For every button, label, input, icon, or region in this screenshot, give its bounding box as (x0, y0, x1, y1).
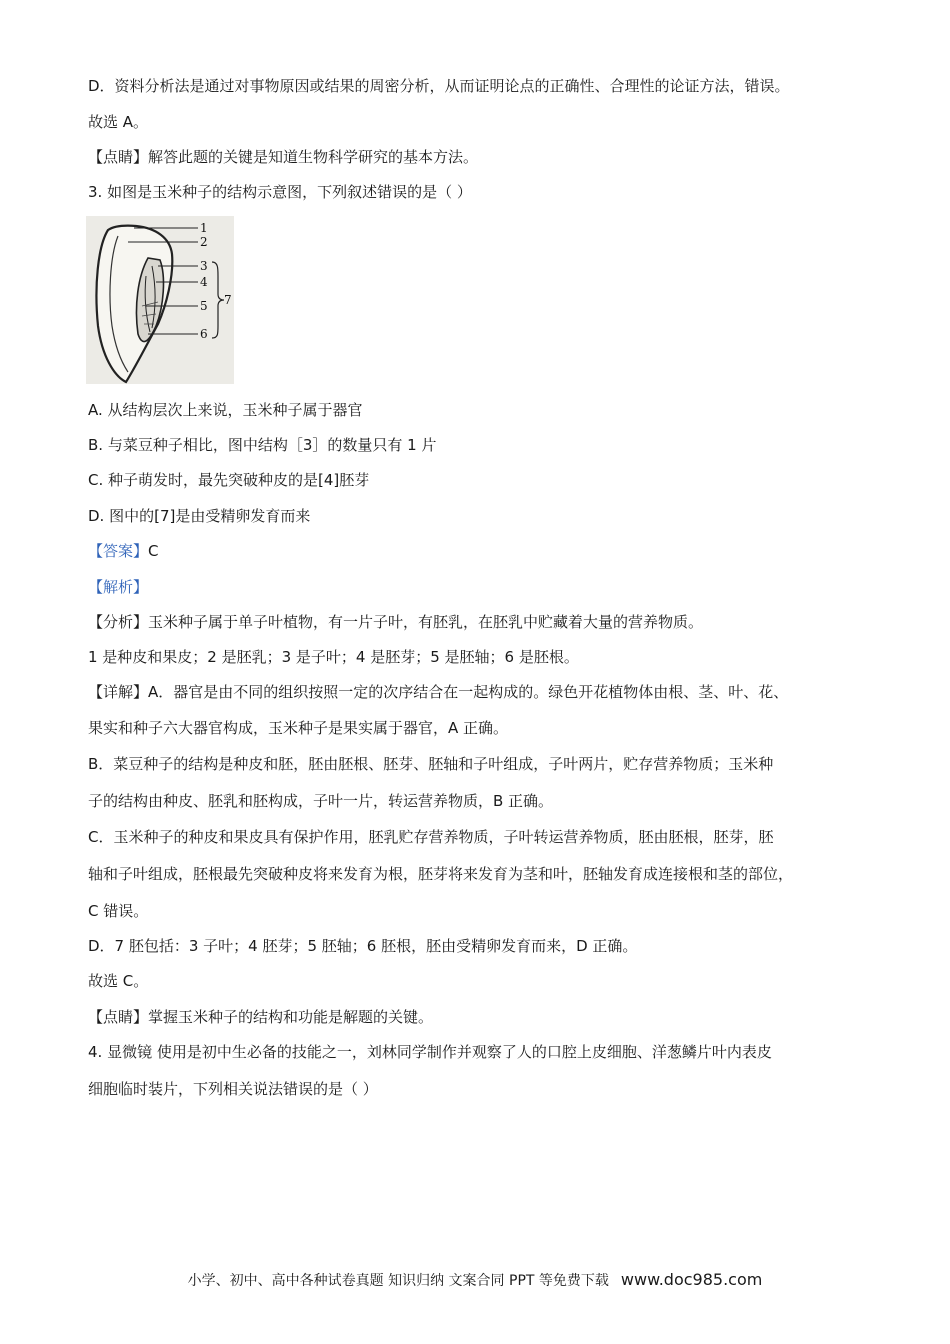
footer-text: 小学、初中、高中各种试卷真题 知识归纳 文案合同 PPT 等免费下载 (187, 1273, 609, 1289)
label-1: 1 (200, 221, 208, 235)
text-line: C．玉米种子的种皮和果皮具有保护作用，胚乳贮存营养物质，子叶转运营养物质，胚由胚根，胚芽，胚 (88, 828, 774, 846)
label-7: 7 (224, 293, 232, 307)
question-4-stem: 4. 显微镜 使用是初中生必备的技能之一，刘林同学制作并观察了人的口腔上皮细胞、洋葱鳞片叶内表皮 (88, 1043, 772, 1061)
option-a: A. 从结构层次上来说，玉米种子属于器官 (88, 401, 363, 419)
label-3: 3 (200, 259, 208, 273)
label-4: 4 (200, 275, 208, 289)
text-line: 故选 C。 (88, 972, 149, 990)
text-line: C 错误。 (88, 902, 149, 920)
text-line: 果实和种子六大器官构成，玉米种子是果实属于器官，A 正确。 (88, 719, 509, 737)
answer-tag: 【答案】 (88, 542, 149, 560)
label-5: 5 (200, 299, 208, 313)
option-d: D. 图中的[7]是由受精卵发育而来 (88, 507, 311, 525)
text-line: D．资料分析法是通过对事物原因或结果的周密分析，从而证明论点的正确性、合理性的论证方法，错误。 (88, 77, 790, 95)
text-line: 【详解】A．器官是由不同的组织按照一定的次序结合在一起构成的。绿色开花植物体由根、茎、叶、花、 (88, 683, 789, 701)
text-line: 故选 A。 (88, 113, 149, 131)
text-line: 子的结构由种皮、胚乳和胚构成，子叶一片，转运营养物质，B 正确。 (88, 792, 554, 810)
question-4-stem-cont: 细胞临时装片，下列相关说法错误的是（ ） (88, 1080, 378, 1098)
text-line: 轴和子叶组成，胚根最先突破种皮将来发育为根，胚芽将来发育为茎和叶，胚轴发育成连接根和茎的部位， (88, 865, 794, 883)
text-line: 1 是种皮和果皮；2 是胚乳；3 是子叶；4 是胚芽；5 是胚轴；6 是胚根。 (88, 648, 579, 666)
label-2: 2 (200, 235, 208, 249)
option-c: C. 种子萌发时，最先突破种皮的是[4]胚芽 (88, 471, 370, 489)
footer-url[interactable]: www.doc985.com (620, 1270, 763, 1289)
question-3-stem: 3. 如图是玉米种子的结构示意图，下列叙述错误的是（ ） (88, 183, 472, 201)
label-6: 6 (200, 327, 208, 341)
page-footer (0, 1270, 950, 1290)
option-b: B. 与菜豆种子相比，图中结构［3］的数量只有 1 片 (88, 436, 437, 454)
text-line: D．7 胚包括：3 子叶；4 胚芽；5 胚轴；6 胚根，胚由受精卵发育而来，D 正确。 (88, 937, 638, 955)
text-line: 【点睛】解答此题的关键是知道生物科学研究的基本方法。 (88, 148, 479, 166)
text-line: 【点睛】掌握玉米种子的结构和功能是解题的关键。 (88, 1008, 434, 1026)
answer-value: C (148, 542, 159, 560)
analysis-tag: 【解析】 (88, 578, 149, 596)
answer-line (88, 541, 159, 561)
text-line: 【分析】玉米种子属于单子叶植物，有一片子叶，有胚乳，在胚乳中贮藏着大量的营养物质。 (88, 613, 704, 631)
corn-seed-diagram (86, 216, 234, 384)
text-line: B．菜豆种子的结构是种皮和胚，胚由胚根、胚芽、胚轴和子叶组成，子叶两片，贮存营养物质；玉米种 (88, 755, 774, 773)
